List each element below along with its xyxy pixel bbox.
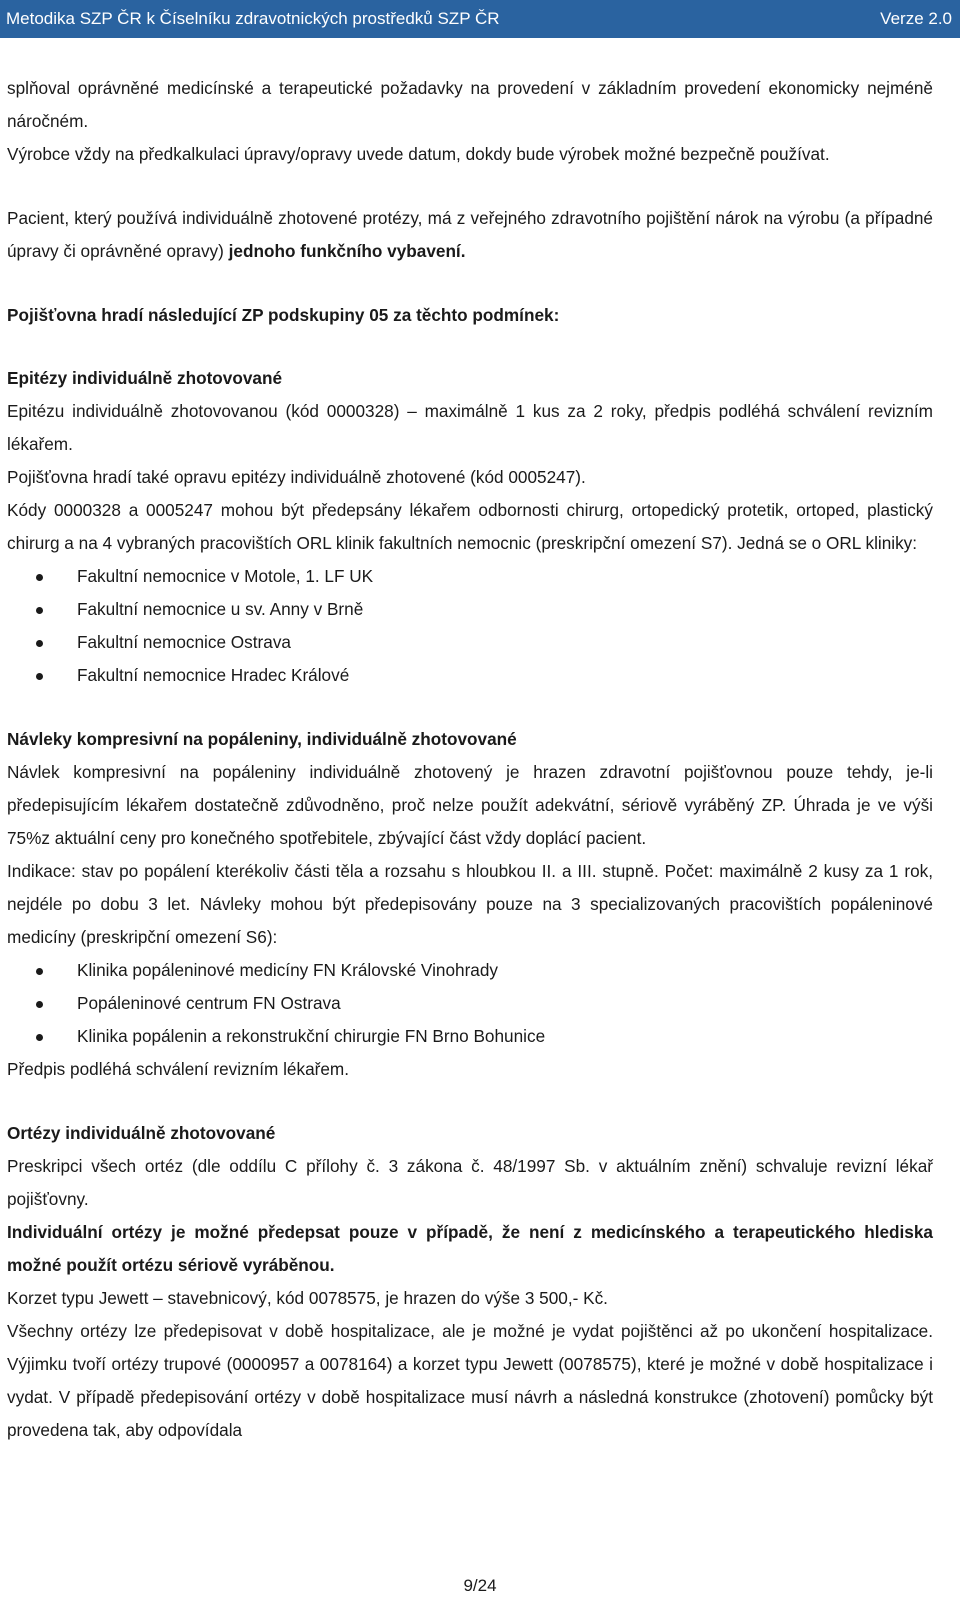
- ortezy-paragraph-3: Korzet typu Jewett – stavebnicový, kód 0078575, je hrazen do výše 3 500,- Kč.: [7, 1288, 608, 1308]
- navleky-paragraph-3: Předpis podléhá schválení revizním lékařem.: [7, 1059, 350, 1079]
- list-item: Fakultní nemocnice v Motole, 1. LF UK: [7, 560, 933, 593]
- list-item: Fakultní nemocnice Hradec Králové: [7, 659, 933, 692]
- ortezy-heading: Ortézy individuálně zhotovované: [7, 1123, 276, 1143]
- bullet-icon: [36, 640, 43, 647]
- list-item: Fakultní nemocnice Ostrava: [7, 626, 933, 659]
- list-item: Klinika popálenin a rekonstrukční chirurgie FN Brno Bohunice: [7, 1020, 933, 1053]
- bullet-icon: [36, 1034, 43, 1041]
- intro-paragraph-1: splňoval oprávněné medicínské a terapeutické požadavky na provedení v základním provedení ekonomicky nejméně náročném.: [7, 78, 933, 131]
- intro-paragraph-3-bold: jednoho funkčního vybavení.: [228, 241, 466, 261]
- condition-heading: Pojišťovna hradí následující ZP podskupiny 05 za těchto podmínek:: [7, 305, 560, 325]
- ortezy-paragraph-2: Individuální ortézy je možné předepsat pouze v případě, že není z medicínského a terapeutického hlediska možné použít ortézu sériově vyráběnou.: [7, 1222, 933, 1275]
- navleky-paragraph-1: Návlek kompresivní na popáleniny individuálně zhotovený je hrazen zdravotní pojišťovnou pouze tehdy, je-li předepisujícím lékařem dostatečně zdůvodněno, proč nelze použít adekvátní, sériově vyráběný ZP. Úhrada je ve výši 75%z aktuální ceny pro konečného spotřebitele, zbývající část vždy doplácí pacient.: [7, 762, 933, 848]
- navleky-paragraph-2: Indikace: stav po popálení kterékoliv části těla a rozsahu s hloubkou II. a III. stupně. Počet: maximálně 2 kusy za 1 rok, nejdéle po dobu 3 let. Návleky mohou být předepisovány pouze na 3 specializovaných pracovištích popáleninové medicíny (preskripční omezení S6):: [7, 861, 933, 947]
- bullet-icon: [36, 673, 43, 680]
- epitezy-paragraph-3: Kódy 0000328 a 0005247 mohou být předepsány lékařem odbornosti chirurg, ortopedický protetik, ortoped, plastický chirurg a na 4 vybraných pracovištích ORL klinik fakultních nemocnic (preskripční omezení S7). Jedná se o ORL kliniky:: [7, 500, 933, 553]
- ortezy-paragraph-4: Všechny ortézy lze předepisovat v době hospitalizace, ale je možné je vydat pojištěnci až po ukončení hospitalizace. Výjimku tvoří ortézy trupové (0000957 a 0078164) a korzet typu Jewett (0078575), které je možné v době hospitalizace i vydat. V případě předepisování ortézy v době hospitalizace musí návrh a následná konstrukce (zhotovení) pomůcky být provedena tak, aby odpovídala: [7, 1321, 933, 1440]
- epitezy-heading: Epitézy individuálně zhotovované: [7, 368, 283, 388]
- intro-paragraph-2: Výrobce vždy na předkalkulaci úpravy/opravy uvede datum, dokdy bude výrobek možné bezpečně používat.: [7, 144, 830, 164]
- bullet-icon: [36, 1001, 43, 1008]
- navleky-clinic-list: [7, 954, 933, 1053]
- document-body: [7, 72, 933, 1447]
- bullet-icon: [36, 968, 43, 975]
- bullet-icon: [36, 574, 43, 581]
- document-title: Metodika SZP ČR k Číselníku zdravotnických prostředků SZP ČR: [6, 9, 500, 28]
- page-number: 9/24: [463, 1576, 497, 1595]
- epitezy-paragraph-1: Epitézu individuálně zhotovovanou (kód 0000328) – maximálně 1 kus za 2 roky, předpis podléhá schválení revizním lékařem.: [7, 401, 933, 454]
- intro-paragraph-3-text: Pacient, který používá individuálně zhotovené protézy, má z veřejného zdravotního pojištění nárok na výrobu (a případné úpravy či oprávněné opravy): [7, 208, 933, 261]
- list-item: Fakultní nemocnice u sv. Anny v Brně: [7, 593, 933, 626]
- intro-paragraph-3: [7, 202, 933, 268]
- list-item: Klinika popáleninové medicíny FN Královské Vinohrady: [7, 954, 933, 987]
- list-item: Popáleninové centrum FN Ostrava: [7, 987, 933, 1020]
- navleky-heading: Návleky kompresivní na popáleniny, individuálně zhotovované: [7, 729, 517, 749]
- document-version: Verze 2.0: [880, 9, 952, 28]
- epitezy-paragraph-2: Pojišťovna hradí také opravu epitézy individuálně zhotovené (kód 0005247).: [7, 467, 586, 487]
- bullet-icon: [36, 607, 43, 614]
- ortezy-paragraph-1: Preskripci všech ortéz (dle oddílu C přílohy č. 3 zákona č. 48/1997 Sb. v aktuálním znění) schvaluje revizní lékař pojišťovny.: [7, 1156, 933, 1209]
- page-header: [0, 0, 960, 38]
- epitezy-clinic-list: [7, 560, 933, 692]
